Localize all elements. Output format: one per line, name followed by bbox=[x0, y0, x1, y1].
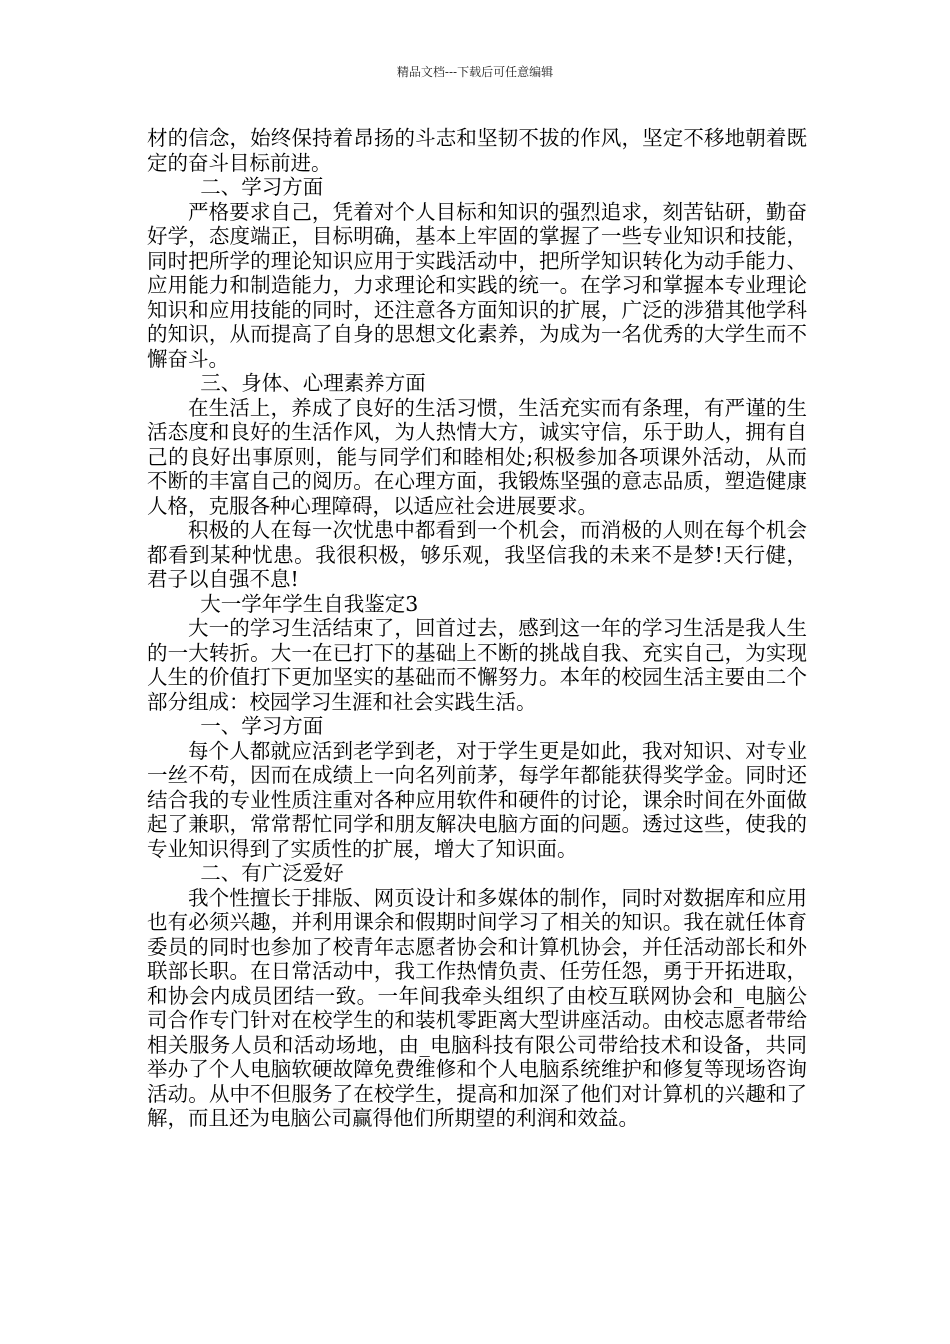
paragraph-continuation: 材的信念，始终保持着昂扬的斗志和坚韧不拔的作风，坚定不移地朝着既定的奋斗目标前进。 bbox=[147, 126, 807, 175]
section-heading-health: 三、身体、心理素养方面 bbox=[200, 371, 426, 395]
paragraph-intro: 大一的学习生活结束了，回首过去，感到这一年的学习生活是我人生的一大转折。大一在已打下的基础上不断的挑战自我、充实自己，为实现人生的价值打下更加坚实的基础而不懈努力。本年的校园生活主要由二个部分组成：校园学习生涯和社会实践生活。 bbox=[147, 616, 807, 714]
paragraph-learning: 每个人都就应活到老学到老，对于学生更是如此，我对知识、对专业一丝不苟，因而在成绩上一向名列前茅，每学年都能获得奖学金。同时还结合我的专业性质注重对各种应用软件和硬件的讨论，课余时间在外面做起了兼职，常常帮忙同学和朋友解决电脑方面的问题。透过这些，使我的专业知识得到了实质性的扩展，增大了知识面。 bbox=[147, 738, 807, 861]
paragraph-health: 在生活上，养成了良好的生活习惯，生活充实而有条理，有严谨的生活态度和良好的生活作风，为人热情大方，诚实守信，乐于助人，拥有自己的良好出事原则，能与同学们和睦相处;积极参加各项课外活动，从而不断的丰富自己的阅历。在心理方面，我锻炼坚强的意志品质，塑造健康人格，克服各种心理障碍，以适应社会进展要求。 bbox=[147, 395, 807, 518]
section-heading-study: 二、学习方面 bbox=[200, 175, 324, 199]
document-title-3: 大一学年学生自我鉴定3 bbox=[200, 591, 419, 616]
section-heading-learning: 一、学习方面 bbox=[200, 714, 324, 738]
page-header: 精品文档---下载后可任意编辑 bbox=[396, 65, 554, 79]
section-heading-hobbies: 二、有广泛爱好 bbox=[200, 861, 344, 885]
paragraph-hobbies: 我个性擅长于排版、网页设计和多媒体的制作，同时对数据库和应用也有必须兴趣，并利用课余和假期时间学习了相关的知识。我在就任体育委员的同时也参加了校青年志愿者协会和计算机协会，并任活动部长和外联部长职。在日常活动中，我工作热情负责、任劳任怨，勇于开拓进取，和协会内成员团结一致。一年间我牵头组织了由校互联网协会和_电脑公司合作专门针对在校学生的和装机零距离大型讲座活动。由校志愿者带给相关服务人员和活动场地，由_电脑科技有限公司带给技术和设备，共同举办了个人电脑软硬故障免费维修和个人电脑系统维护和修复等现场咨询活动。从中不但服务了在校学生，提高和加深了他们对计算机的兴趣和了解，而且还为电脑公司赢得他们所期望的利润和效益。 bbox=[147, 885, 807, 1130]
paragraph-study: 严格要求自己，凭着对个人目标和知识的强烈追求，刻苦钻研，勤奋好学，态度端正，目标明确，基本上牢固的掌握了一些专业知识和技能，同时把所学的理论知识应用于实践活动中，把所学知识转化为动手能力、应用能力和制造能力，力求理论和实践的统一。在学习和掌握本专业理论知识和应用技能的同时，还注意各方面知识的扩展，广泛的涉猎其他学科的知识，从而提高了自身的思想文化素养，为成为一名优秀的大学生而不懈奋斗。 bbox=[147, 199, 807, 371]
document-body bbox=[147, 126, 807, 1131]
paragraph-optimism: 积极的人在每一次忧患中都看到一个机会，而消极的人则在每个机会都看到某种忧患。我很积极，够乐观，我坚信我的未来不是梦!天行健，君子以自强不息! bbox=[147, 518, 807, 591]
